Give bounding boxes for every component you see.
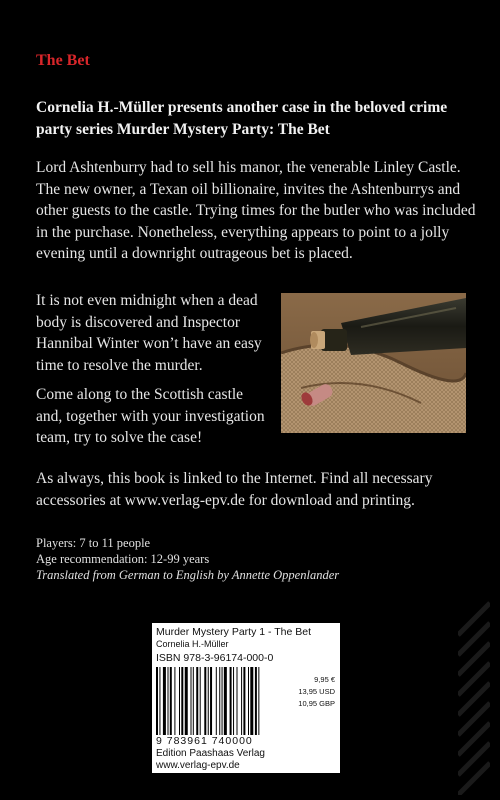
wine-bottle-photo [281, 293, 466, 433]
body-paragraph-4: As always, this book is linked to the Internet. Find all necessary accessories at www.verlag-epv.de for download and printing. [36, 470, 433, 509]
lead-paragraph: Cornelia H.-Müller presents another case in the beloved crime party series Murder Mystery Party: The Bet [36, 99, 448, 138]
barcode-bars [156, 667, 288, 735]
barcode-website: www.verlag-epv.de [156, 760, 240, 771]
barcode-publisher: Edition Paashaas Verlag [156, 748, 265, 759]
cover-heading: The Bet [36, 52, 90, 69]
price-gbp: 10,95 GBP [298, 699, 335, 708]
corner-stripes-decoration [458, 595, 490, 795]
age-recommendation: Age recommendation: 12-99 years [36, 552, 210, 566]
game-details [36, 535, 476, 583]
players-info: Players: 7 to 11 people [36, 536, 151, 550]
body-paragraph-3: Come along to the Scottish castle and, together with your investigation team, try to solve the case! [36, 386, 265, 446]
barcode-book-title: Murder Mystery Party 1 - The Bet [156, 626, 312, 638]
body-paragraph-2: It is not even midnight when a dead body is discovered and Inspector Hannibal Winter won’t have an easy time to resolve the murder. [36, 292, 262, 374]
price-usd: 13,95 USD [298, 687, 335, 696]
translator-credit: Translated from German to English by Annette Oppenlander [36, 568, 340, 582]
barcode-author: Cornelia H.-Müller [156, 639, 229, 649]
barcode-digits: 9 783961 740000 [156, 735, 253, 747]
isbn-barcode-panel [152, 623, 340, 773]
barcode-isbn: ISBN 978-3-96174-000-0 [156, 652, 274, 664]
price-eur: 9,95 € [314, 675, 335, 684]
body-paragraph-1: Lord Ashtenburry had to sell his manor, the venerable Linley Castle. The new owner, a Texan oil billionaire, invites the Ashtenburrys and other guests to the castle. Trying times for the butler who was included in the purchase. Nonetheless, everything appears to point to a jolly evening until a downright outrageous bet is placed. [36, 159, 476, 262]
